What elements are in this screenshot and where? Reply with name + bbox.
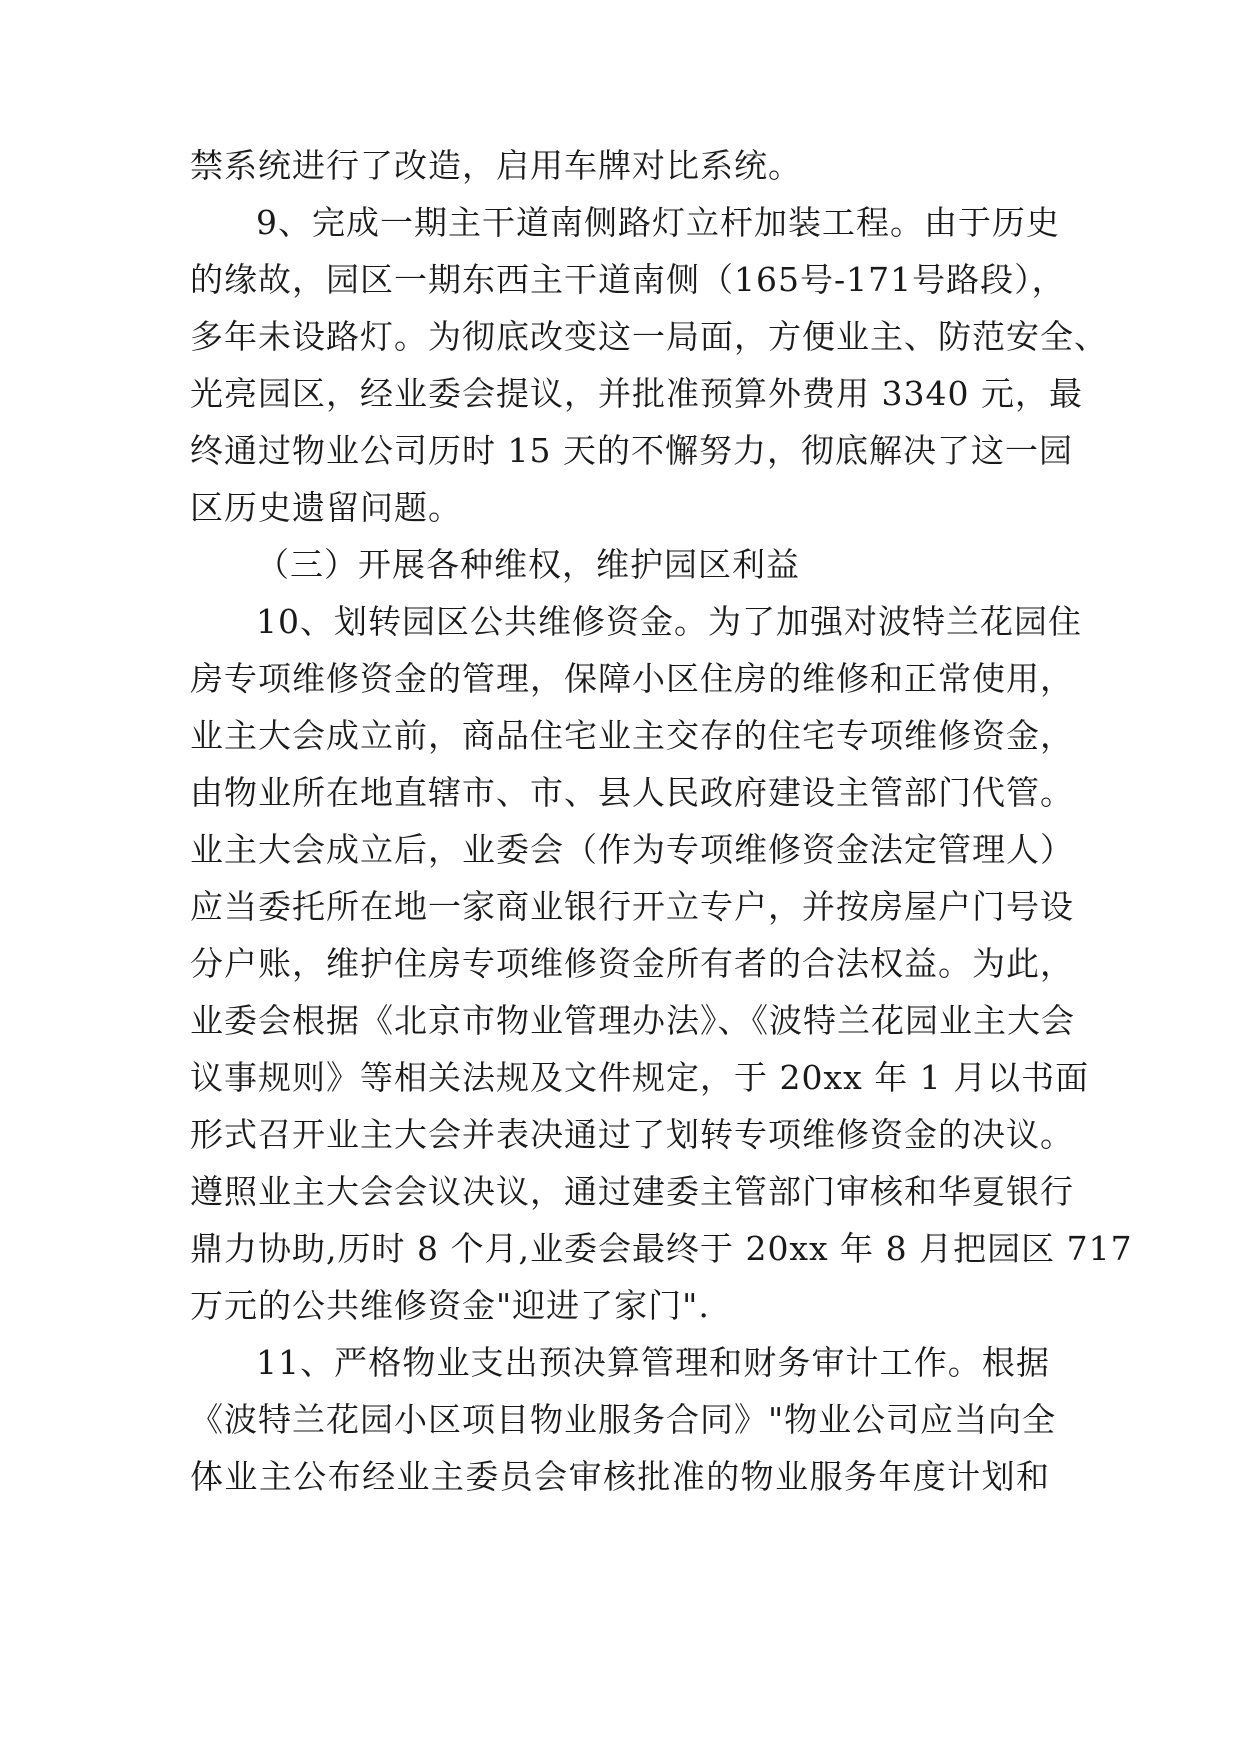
text-line-18: 形式召开业主大会并表决通过了划转专项维修资金的决议。 bbox=[190, 1115, 1074, 1154]
text-line-9: 10、划转园区公共维修资金。为了加强对波特兰花园住 bbox=[256, 602, 1082, 641]
text-line-5: 光亮园区，经业委会提议，并批准预算外费用 3340 元，最 bbox=[190, 374, 1083, 413]
text-line-21: 万元的公共维修资金"迎进了家门". bbox=[190, 1286, 710, 1325]
text-line-11: 业主大会成立前，商品住宅业主交存的住宅专项维修资金， bbox=[190, 716, 1074, 755]
text-line-15: 分户账，维护住房专项维修资金所有者的合法权益。为此， bbox=[190, 944, 1074, 983]
text-line-14: 应当委托所在地一家商业银行开立专户，并按房屋户门号设 bbox=[190, 887, 1074, 926]
text-line-2: 9、完成一期主干道南侧路灯立杆加装工程。由于历史 bbox=[256, 203, 1060, 242]
text-line-13: 业主大会成立后，业委会（作为专项维修资金法定管理人） bbox=[190, 830, 1074, 869]
text-line-4: 多年未设路灯。为彻底改变这一局面，方便业主、防范安全、 bbox=[190, 317, 1108, 356]
text-line-7: 区历史遗留问题。 bbox=[190, 488, 462, 527]
text-line-23: 《波特兰花园小区项目物业服务合同》"物业公司应当向全 bbox=[190, 1400, 1057, 1439]
text-line-17: 议事规则》等相关法规及文件规定，于 20xx 年 1 月以书面 bbox=[190, 1058, 1090, 1097]
text-line-16: 业委会根据《北京市物业管理办法》、《波特兰花园业主大会 bbox=[190, 1001, 1075, 1040]
text-line-19: 遵照业主大会会议决议，通过建委主管部门审核和华夏银行 bbox=[190, 1172, 1074, 1211]
text-line-3: 的缘故，园区一期东西主干道南侧（165号-171号路段）， bbox=[190, 260, 1066, 299]
section-heading: （三）开展各种维权，维护园区利益 bbox=[256, 545, 800, 584]
text-line-6: 终通过物业公司历时 15 天的不懈努力，彻底解决了这一园 bbox=[190, 431, 1073, 470]
text-line-10: 房专项维修资金的管理，保障小区住房的维修和正常使用， bbox=[190, 659, 1074, 698]
text-line-24: 体业主公布经业主委员会审核批准的物业服务年度计划和 bbox=[190, 1457, 1050, 1496]
text-line-1: 禁系统进行了改造，启用车牌对比系统。 bbox=[190, 146, 802, 185]
text-line-20: 鼎力协助,历时 8 个月,业委会最终于 20xx 年 8 月把园区 717 bbox=[190, 1229, 1133, 1268]
text-line-12: 由物业所在地直辖市、市、县人民政府建设主管部门代管。 bbox=[190, 773, 1074, 812]
text-line-22: 11、严格物业支出预决算管理和财务审计工作。根据 bbox=[256, 1343, 1050, 1382]
